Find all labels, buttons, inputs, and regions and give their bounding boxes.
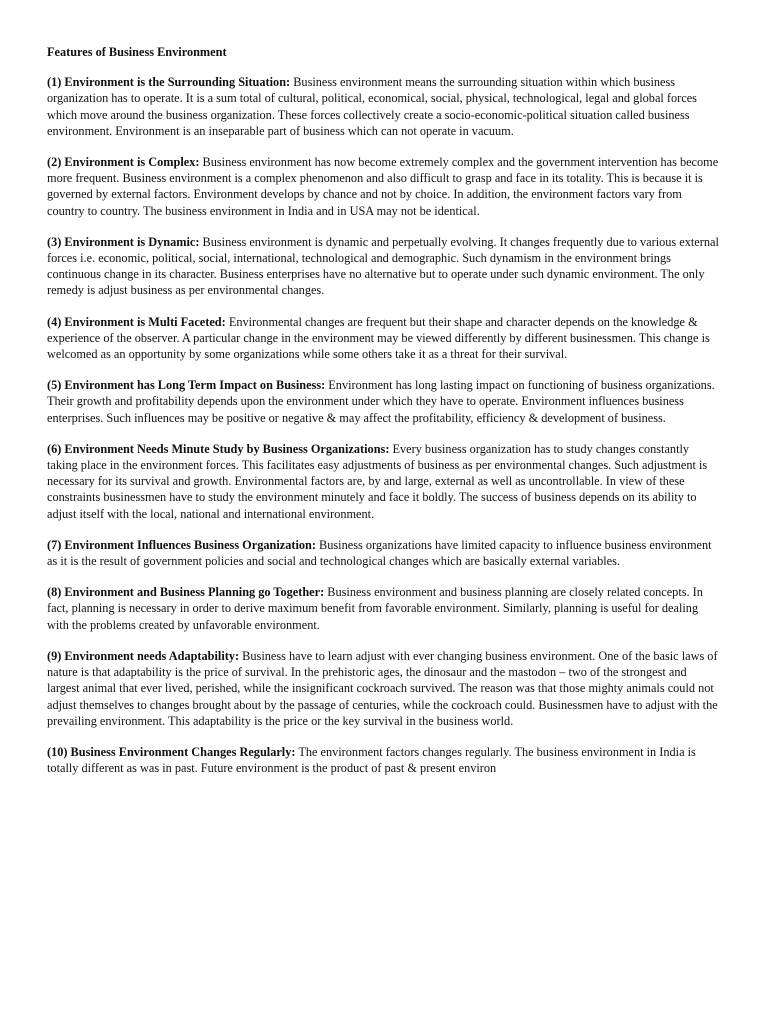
feature-paragraph-4 <box>47 314 720 363</box>
feature-body: Business environment and business planning are closely related concepts. In fact, planning is necessary in order to derive maximum benefit from favorable environment. Similarly, planning is useful for dealing with the problems created by unfavorable environment. <box>47 585 703 632</box>
feature-paragraph-1 <box>47 74 720 139</box>
feature-paragraph-3 <box>47 234 720 299</box>
feature-body: Environmental changes are frequent but their shape and character depends on the knowledge & experience of the observer. A particular change in the environment may be viewed differently by different businessmen. This change is welcomed as an opportunity by some organizations while some others take it as a threat for their survival. <box>47 314 710 362</box>
feature-heading: (6) Environment Needs Minute Study by Business Organizations: <box>47 441 390 456</box>
feature-body: Business environment is dynamic and perpetually evolving. It changes frequently due to various external forces i.e. economic, political, social, international, technological and demographic. Such dynamism in the environment brings continuous change in its character. Business enterprises have no alternative but to operate under such dynamic environment. The only remedy is adjust business as per environmental changes. <box>47 234 719 298</box>
feature-body: Environment has long lasting impact on functioning of business organizations. Their growth and profitability depends upon the environment under which they have to operate. Environment influences business enterprises. Such influences may be positive or negative & may affect the profitability, efficiency & development of business. <box>47 378 715 425</box>
feature-heading: (1) Environment is the Surrounding Situation: <box>47 75 291 90</box>
document-title: Features of Business Environment <box>47 45 227 59</box>
feature-heading: (8) Environment and Business Planning go Together: <box>47 585 325 600</box>
feature-body: Business organizations have limited capacity to influence business environment as it is the result of government policies and social and technological changes which are basically external variables. <box>47 537 712 569</box>
feature-paragraph-2 <box>47 154 720 219</box>
feature-body: Business environment has now become extremely complex and the government intervention has become more frequent. Business environment is a complex phenomenon and also difficult to grasp and face in its totality. This is because it is governed by external factors. Environment develops by chance and not by choice. In addition, the environment factors vary from country to country. The business environment in India and in USA may not be identical. <box>47 155 719 218</box>
feature-heading: (2) Environment is Complex: <box>47 155 200 170</box>
feature-paragraph-6 <box>47 441 720 522</box>
feature-heading: (9) Environment needs Adaptability: <box>47 648 240 663</box>
feature-paragraph-9 <box>47 648 720 729</box>
feature-heading: (10) Business Environment Changes Regularly: <box>47 744 296 759</box>
feature-body: Business environment means the surrounding situation within which business organization has to operate. It is a sum total of cultural, political, economical, social, physical, technological, legal and global forces which move around the business organization. These forces collectively create a socio-economic-political situation called business environment. Environment is an inseparable part of business which can not operate in vacuum. <box>47 75 697 138</box>
feature-body: The environment factors changes regularly. The business environment in India is totally different as was in past. Future environment is the product of past & present environ <box>47 744 696 776</box>
feature-heading: (7) Environment Influences Business Organization: <box>47 537 316 552</box>
feature-heading: (5) Environment has Long Term Impact on Business: <box>47 378 326 393</box>
feature-paragraph-8 <box>47 584 720 633</box>
feature-heading: (4) Environment is Multi Faceted: <box>47 314 226 329</box>
feature-body: Every business organization has to study changes constantly taking place in the environment forces. This facilitates easy adjustments of business as per environmental changes. Such adjustment is necessary for its survival and growth. Environmental factors are, by and large, external as well as uncontrollable. In view of these constraints businessmen have to study the environment minutely and face it boldly. The success of business depends on its ability to adjust itself with the local, national and international environment. <box>47 441 708 521</box>
feature-heading: (3) Environment is Dynamic: <box>47 234 200 249</box>
feature-paragraph-7 <box>47 537 720 569</box>
feature-paragraph-5 <box>47 377 720 426</box>
feature-paragraph-10 <box>47 744 720 776</box>
feature-body: Business have to learn adjust with ever changing business environment. One of the basic laws of nature is that adaptability is the price of survival. In the prehistoric ages, the dinosaur and the mastodon – two of the strongest and largest animal that ever lived, perished, while the insignificant cockroach survived. The reason was that those mighty animals could not adjust themselves to changes brought about by the passage of centuries, while the cockroach could. Businessmen have to adjust with the prevailing environment. This adaptability is the price or the key survival in the business world. <box>47 648 718 728</box>
